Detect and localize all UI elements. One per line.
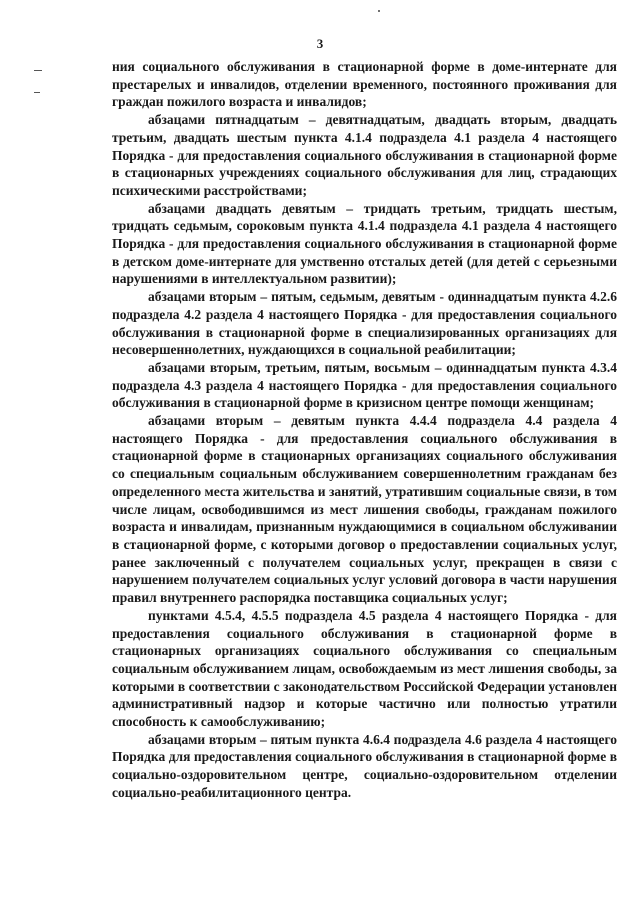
margin-mark xyxy=(34,92,40,93)
paragraph: абзацами вторым, третьим, пятым, восьмым – одиннадцатым пункта 4.3.4 подраздела 4.3 раздела 4 настоящего Порядка - для предоставления социального обслуживания в стационарной форме в кризисном центре помощи женщинам; xyxy=(112,359,617,411)
margin-mark xyxy=(34,70,42,71)
paragraph: абзацами вторым – пятым, седьмым, девятым - одиннадцатым пункта 4.2.6 подраздела 4.2 раздела 4 настоящего Порядка - для предоставления социального обслуживания в стационарной форме в специализированных организациях для несовершеннолетних, нуждающихся в социальной реабилитации; xyxy=(112,289,617,358)
document-body xyxy=(112,58,617,802)
scan-speck xyxy=(378,10,380,12)
paragraph: абзацами двадцать девятым – тридцать третьим, тридцать шестым, тридцать седьмым, сороковым пункта 4.1.4 подраздела 4.1 раздела 4 настоящего Порядка - для предоставления социального обслуживания в стационарной форме в детском доме-интернате для умственно отсталых детей (для детей с серьезными нарушениями в интеллектуальном развитии); xyxy=(112,200,617,287)
paragraph: абзацами вторым – пятым пункта 4.6.4 подраздела 4.6 раздела 4 настоящего Порядка для предоставления социального обслуживания в стационарной форме в социально-оздоровительном центре, социально-оздоровительном отделении социально-реабилитационного центра. xyxy=(112,731,617,800)
paragraph: ния социального обслуживания в стационарной форме в доме-интернате для престарелых и инвалидов, отделении временного, постоянного проживания для граждан пожилого возраста и инвалидов; xyxy=(112,59,617,110)
page-number: 3 xyxy=(316,36,324,51)
paragraph: абзацами вторым – девятым пункта 4.4.4 подраздела 4.4 раздела 4 настоящего Порядка - для предоставления социального обслуживания в стационарной форме в стационарных организациях социального обслуживания со специальным социальным обслуживанием совершеннолетним гражданам без определенного места жительства и занятий, утратившим социальные связи, в том числе лицам, освободившимся из мест лишения свободы, гражданам пожилого возраста и инвалидам, признанным нуждающимися в социальном обслуживании в стационарной форме, с которыми договор о предоставлении социальных услуг, ранее заключенный с получателем социальных услуг, прекращен в связи с нарушением получателем социальных услуг условий договора в части нарушения правил внутреннего распорядка поставщика социальных услуг; xyxy=(112,413,617,606)
paragraph: пунктами 4.5.4, 4.5.5 подраздела 4.5 раздела 4 настоящего Порядка - для предоставления социального обслуживания в стационарной форме в стационарных организациях социального обслуживания со специальным социальным обслуживанием лицам, освобождаемым из мест лишения свободы, за которыми в соответствии с законодательством Российской Федерации установлен административный надзор и которые частично или полностью утратили способность к самообслуживанию; xyxy=(112,607,617,730)
paragraph: абзацами пятнадцатым – девятнадцатым, двадцать вторым, двадцать третьим, двадцать шестым пункта 4.1.4 подраздела 4.1 раздела 4 настоящего Порядка - для предоставления социального обслуживания в стационарной форме в стационарных учреждениях социального обслуживания для лиц, страдающих психическими расстройствами; xyxy=(112,112,617,198)
